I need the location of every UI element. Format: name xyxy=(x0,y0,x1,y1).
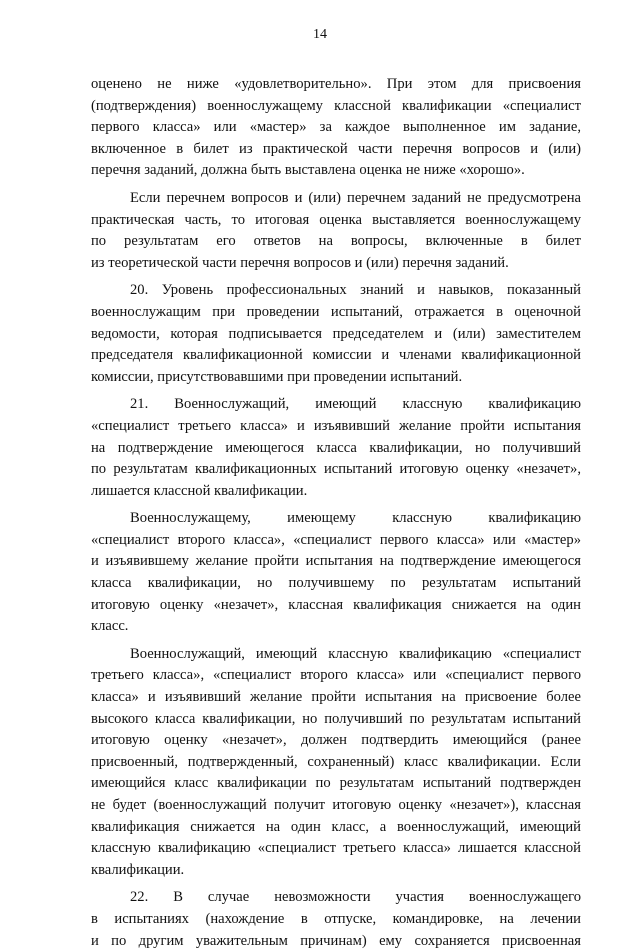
text-line: на подтверждение имеющегося класса квалификации, но получивший xyxy=(91,439,581,456)
text-line: классную квалификацию «специалист третьего класса» лишается классной xyxy=(91,840,581,857)
text-line: по результатам квалификационных испытаний итоговую оценку «незачет», xyxy=(91,461,581,478)
text-line: не будет (военнослужащий получит итоговую оценку «незачет»), классная xyxy=(91,797,581,813)
text-line: итоговую оценку «незачет», должен подтвердить имеющийся (ранее xyxy=(91,732,581,749)
text-line: по результатам его ответов на вопросы, включенные в билет xyxy=(91,233,581,250)
text-line: включенное в билет из практической части перечня вопросов и (или) xyxy=(91,140,581,157)
text-line: 21. Военнослужащий, имеющий классную квалификацию xyxy=(130,396,581,413)
text-line: Военнослужащий, имеющий классную квалификацию «специалист xyxy=(130,645,581,662)
text-line: военнослужащим при проведении испытаний, отражается в оценочной xyxy=(91,303,581,320)
text-line: высокого класса квалификации, но получивший по результатам испытаний xyxy=(91,710,581,727)
text-line: практическая часть, то итоговая оценка выставляется военнослужащему xyxy=(91,211,581,228)
paragraph xyxy=(91,887,581,952)
text-line: «специалист второго класса», «специалист первого класса» или «мастер» xyxy=(91,531,581,548)
text-line: перечня заданий, должна быть выставлена оценка не ниже «хорошо». xyxy=(91,162,525,179)
text-line: из теоретической части перечня вопросов и (или) перечня заданий. xyxy=(91,254,509,271)
text-line: 20. Уровень профессиональных знаний и навыков, показанный xyxy=(130,282,581,299)
text-line: первого класса» или «мастер» за каждое выполненное им задание, xyxy=(91,119,581,136)
paragraph xyxy=(91,508,581,638)
document-body xyxy=(91,74,581,952)
text-line: ведомости, которая подписывается председателем и (или) заместителем xyxy=(91,325,581,342)
text-line: оценено не ниже «удовлетворительно». При этом для присвоения xyxy=(91,76,581,92)
paragraph xyxy=(91,188,581,274)
page-number: 14 xyxy=(313,27,327,42)
text-line: Если перечнем вопросов и (или) перечнем заданий не предусмотрена xyxy=(130,189,581,206)
text-line: (подтверждения) военнослужащему классной квалификации «специалист xyxy=(91,97,581,114)
text-line: класса» и изъявивший желание пройти испытания на присвоение более xyxy=(91,689,581,706)
paragraph xyxy=(91,394,581,502)
text-line: лишается классной квалификации. xyxy=(91,482,308,499)
paragraph xyxy=(91,74,581,182)
paragraph xyxy=(91,644,581,882)
text-line: присвоенный, подтвержденный, сохраненный) класс квалификации. Если xyxy=(91,753,581,770)
text-line: комиссии, присутствовавшими при проведении испытаний. xyxy=(91,368,463,385)
text-line: класса квалификации, но получившему по результатам испытаний xyxy=(91,575,581,592)
text-line: итоговую оценку «незачет», классная квалификация снижается на один xyxy=(91,596,581,613)
text-line: и по другим уважительным причинам) ему сохраняется присвоенная xyxy=(91,932,581,949)
text-line: третьего класса», «специалист второго класса» или «специалист первого xyxy=(91,667,581,684)
text-line: Военнослужащему, имеющему классную квалификацию xyxy=(130,510,581,527)
text-line: и изъявившему желание пройти испытания на подтверждение имеющегося xyxy=(91,553,581,570)
text-line: в испытаниях (нахождение в отпуске, командировке, на лечении xyxy=(91,910,581,927)
text-line: «специалист третьего класса» и изъявивший желание пройти испытания xyxy=(91,417,581,434)
text-line: 22. В случае невозможности участия военнослужащего xyxy=(130,889,581,906)
text-line: квалификации. xyxy=(91,861,185,878)
text-line: класс. xyxy=(91,618,129,635)
text-line: председателя квалификационной комиссии и членами квалификационной xyxy=(91,347,581,364)
paragraph xyxy=(91,280,581,388)
text-line: имеющийся класс квалификации по результатам испытаний подтвержден xyxy=(91,775,581,792)
text-line: квалификация снижается на один класс, а военнослужащий, имеющий xyxy=(91,818,581,835)
